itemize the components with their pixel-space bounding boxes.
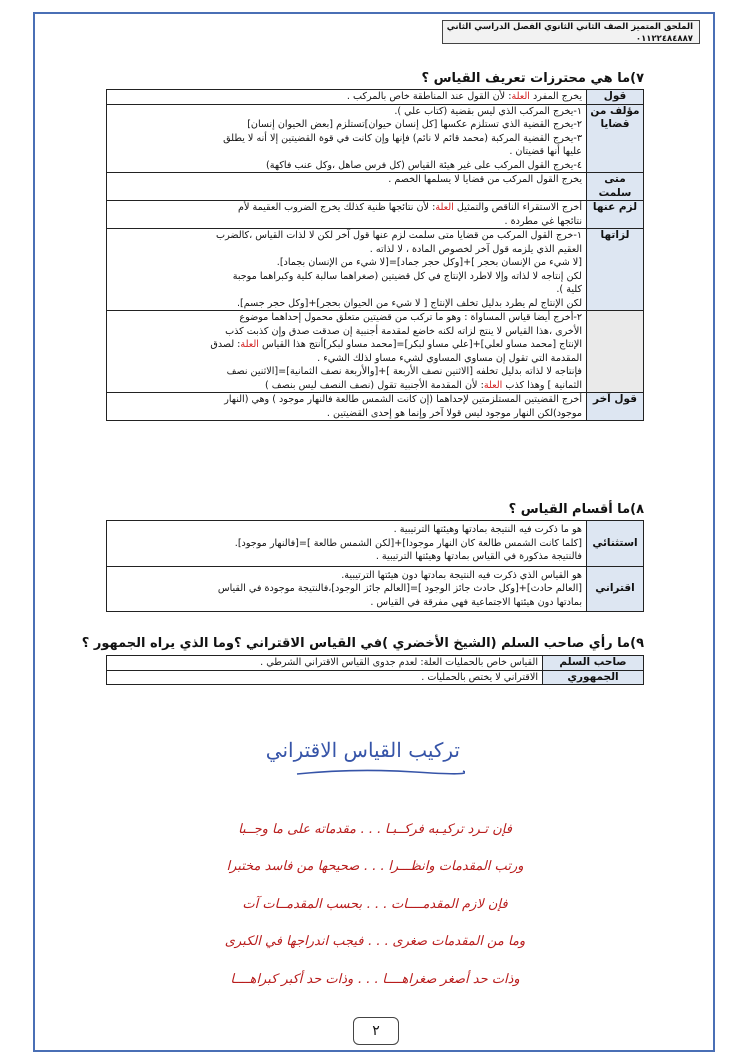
row-label: قول: [587, 90, 644, 105]
row-content: القياس خاص بالحمليات العلة: لعدم جدوى القياس الاقتراني الشرطي .: [107, 656, 543, 671]
page-number: ٢: [353, 1017, 399, 1045]
row-label: متى سلمت: [587, 173, 644, 201]
section8-title: ٨)ما أقسام القياس ؟: [508, 502, 644, 517]
row-label: الجمهوري: [543, 670, 644, 685]
header-phone: ٠١١٢٢٤٨٤٨٨٧: [635, 34, 693, 44]
poem-line: وما من المقدمات صغرى . . . فيجب اندراجها في الكبرى: [224, 934, 526, 949]
section9-title: ٩)ما رأي صاحب السلم (الشيخ الأخضري )في القياس الاقتراني ؟وما الذي يراه الجمهور ؟: [81, 636, 644, 651]
table-row: [107, 393, 644, 421]
row-content: الاقتراني لا يختص بالحمليات .: [107, 670, 543, 685]
poem-line: فإن تـرد تركيـبه فركــبـا . . . مقدماته على ما وجــبا: [238, 822, 512, 837]
table-row: [107, 311, 644, 393]
row-content: يخرج المفرد العلة: لأن القول عند المناطقة خاص بالمركب .: [107, 90, 587, 105]
table-row: [107, 104, 644, 173]
poem-line: وذات حد أصغر صغراهــــا . . . وذات حد أكبر كبراهــــا: [230, 972, 520, 987]
row-content: ١-يخرج المركب الذي ليس بقضية (كتاب علي ). ٢-يخرج القضية الذي تستلزم عكسها [كل إنسان حيوان]تستلزم [بعض الحيوان إنسان] ٣-يخرج القضية المركبة (محمد قائم لا نائم) فإنها وإن كانت في قوة القضيتين إلا أنه لا يطلق عليها أنها قضيتان . ٤-يخرج القول المركب على غير هيئة القياس (كل فرس صاهل ،وكل عنب فاكهة): [107, 104, 587, 173]
table-row: [107, 90, 644, 105]
row-label: استثنائي: [587, 521, 644, 567]
poem-title: تركيب القياس الاقتراني: [265, 738, 460, 762]
row-label: [587, 311, 644, 393]
row-content: هو ما ذكرت فيه النتيجة بمادتها وهيئتها الترتيبية . [كلما كانت الشمس طالعة كان النهار موجودا]+[لكن الشمس طالعة ]=[فالنهار موجود]. فالنتيجة مذكورة في القياس بمادتها وهيئتها الترتيبية .: [107, 521, 587, 567]
row-label: لزاتها: [587, 229, 644, 311]
table-row: [107, 670, 644, 685]
table-row: [107, 201, 644, 229]
title-underline: [295, 766, 465, 778]
row-label: صاحب السلم: [543, 656, 644, 671]
row-content: ٢-أخرج أيضا قياس المساواة : وهو ما تركب من قضيتين متعلق محمول إحداهما موضوع الأخرى ،هذا القياس لا ينتج لزاته لكنه خاضع لمقدمة أجنبية إن صدقت صدق وإن كذبت كذب الإنتاج [محمد مساو لعلي]+[علي مساو لبكر]=[محمد مساو لبكر]أنتج هذا القياس العلة: لصدق المقدمة التي تقول إن مساوي المساوي لشيء مساو لذلك الشيء . فإنتاجه لا لذاته بدليل تخلفه [الاثنين نصف الأربعة ]+[والأربعة نصف الثمانية]=[الاثنين نصف الثمانية ] وهذا كذب العلة: لأن المقدمة الأجنبية تقول (نصف النصف ليس بنصف ): [107, 311, 587, 393]
row-content: أخرج الاستقراء الناقص والتمثيل العلة: لأن نتائجها ظنية كذلك يخرج الضروب العقيمة لأم نتائجها غي مطردة .: [107, 201, 587, 229]
table-row: [107, 521, 644, 567]
table-row: [107, 566, 644, 612]
table-row: [107, 229, 644, 311]
row-content: ١-خرج القول المركب من قضايا متى سلمت لزم عنها قول آخر لكن لا لذات القياس ،كالضرب العقيم الذي يلزمه قول آخر لخصوص المادة ، لا لذاته . [لا شيء من الإنسان بحجر ]+[وكل حجر جماد]=[لا شيء من الإنسان بجماد]. لكن إنتاجه لا لذاته وإلا لاطرد الإنتاج في كل قضيتين (صغراهما سالبة كلية وكبراهما موجبة كلية ). لكن الإنتاج لم يطرد بدليل تخلف الإنتاج [ لا شيء من الحيوان بحجر]+[وكل حجر جسم].: [107, 229, 587, 311]
section7-table: [106, 89, 644, 421]
row-label: لزم عنها: [587, 201, 644, 229]
row-content: أخرج القضيتين المستلزمتين لإحداهما (إن كانت الشمس طالعة فالنهار موجود ) وهي (النهار موجود)لكن النهار موجود ليس قولا آخر وإنما هو إحدى القضيتين .: [107, 393, 587, 421]
table-row: [107, 173, 644, 201]
page-header: [442, 20, 700, 44]
row-content: يخرج القول المركب من قضايا لا يسلمها الخصم .: [107, 173, 587, 201]
section7-title: ٧)ما هي محترزات تعريف القياس ؟: [421, 71, 644, 86]
row-label: قول آخر: [587, 393, 644, 421]
header-title: الملحق المتميز الصف الثاني الثانوي الفصل الدراسي الثاني: [446, 22, 693, 32]
row-label: مؤلف من قضايا: [587, 104, 644, 173]
row-label: اقتراني: [587, 566, 644, 612]
section9-table: [106, 655, 644, 685]
poem-line: ورتب المقدمات وانظـــرا . . . صحيحها من فاسد مختبرا: [226, 859, 524, 874]
table-row: [107, 656, 644, 671]
section8-table: [106, 520, 644, 612]
poem-line: فإن لازم المقدمــــات . . . بحسب المقدمــات آت: [242, 897, 508, 912]
row-content: هو القياس الذي ذكرت فيه النتيجة بمادتها دون هيئتها الترتيبية. [العالم حادث]+[وكل حادث جائز الوجود ]=[العالم جائز الوجود]،فالنتيجة موجودة في القياس بمادتها دون هيئتها الاجتماعية فهي مفرقة في القياس .: [107, 566, 587, 612]
